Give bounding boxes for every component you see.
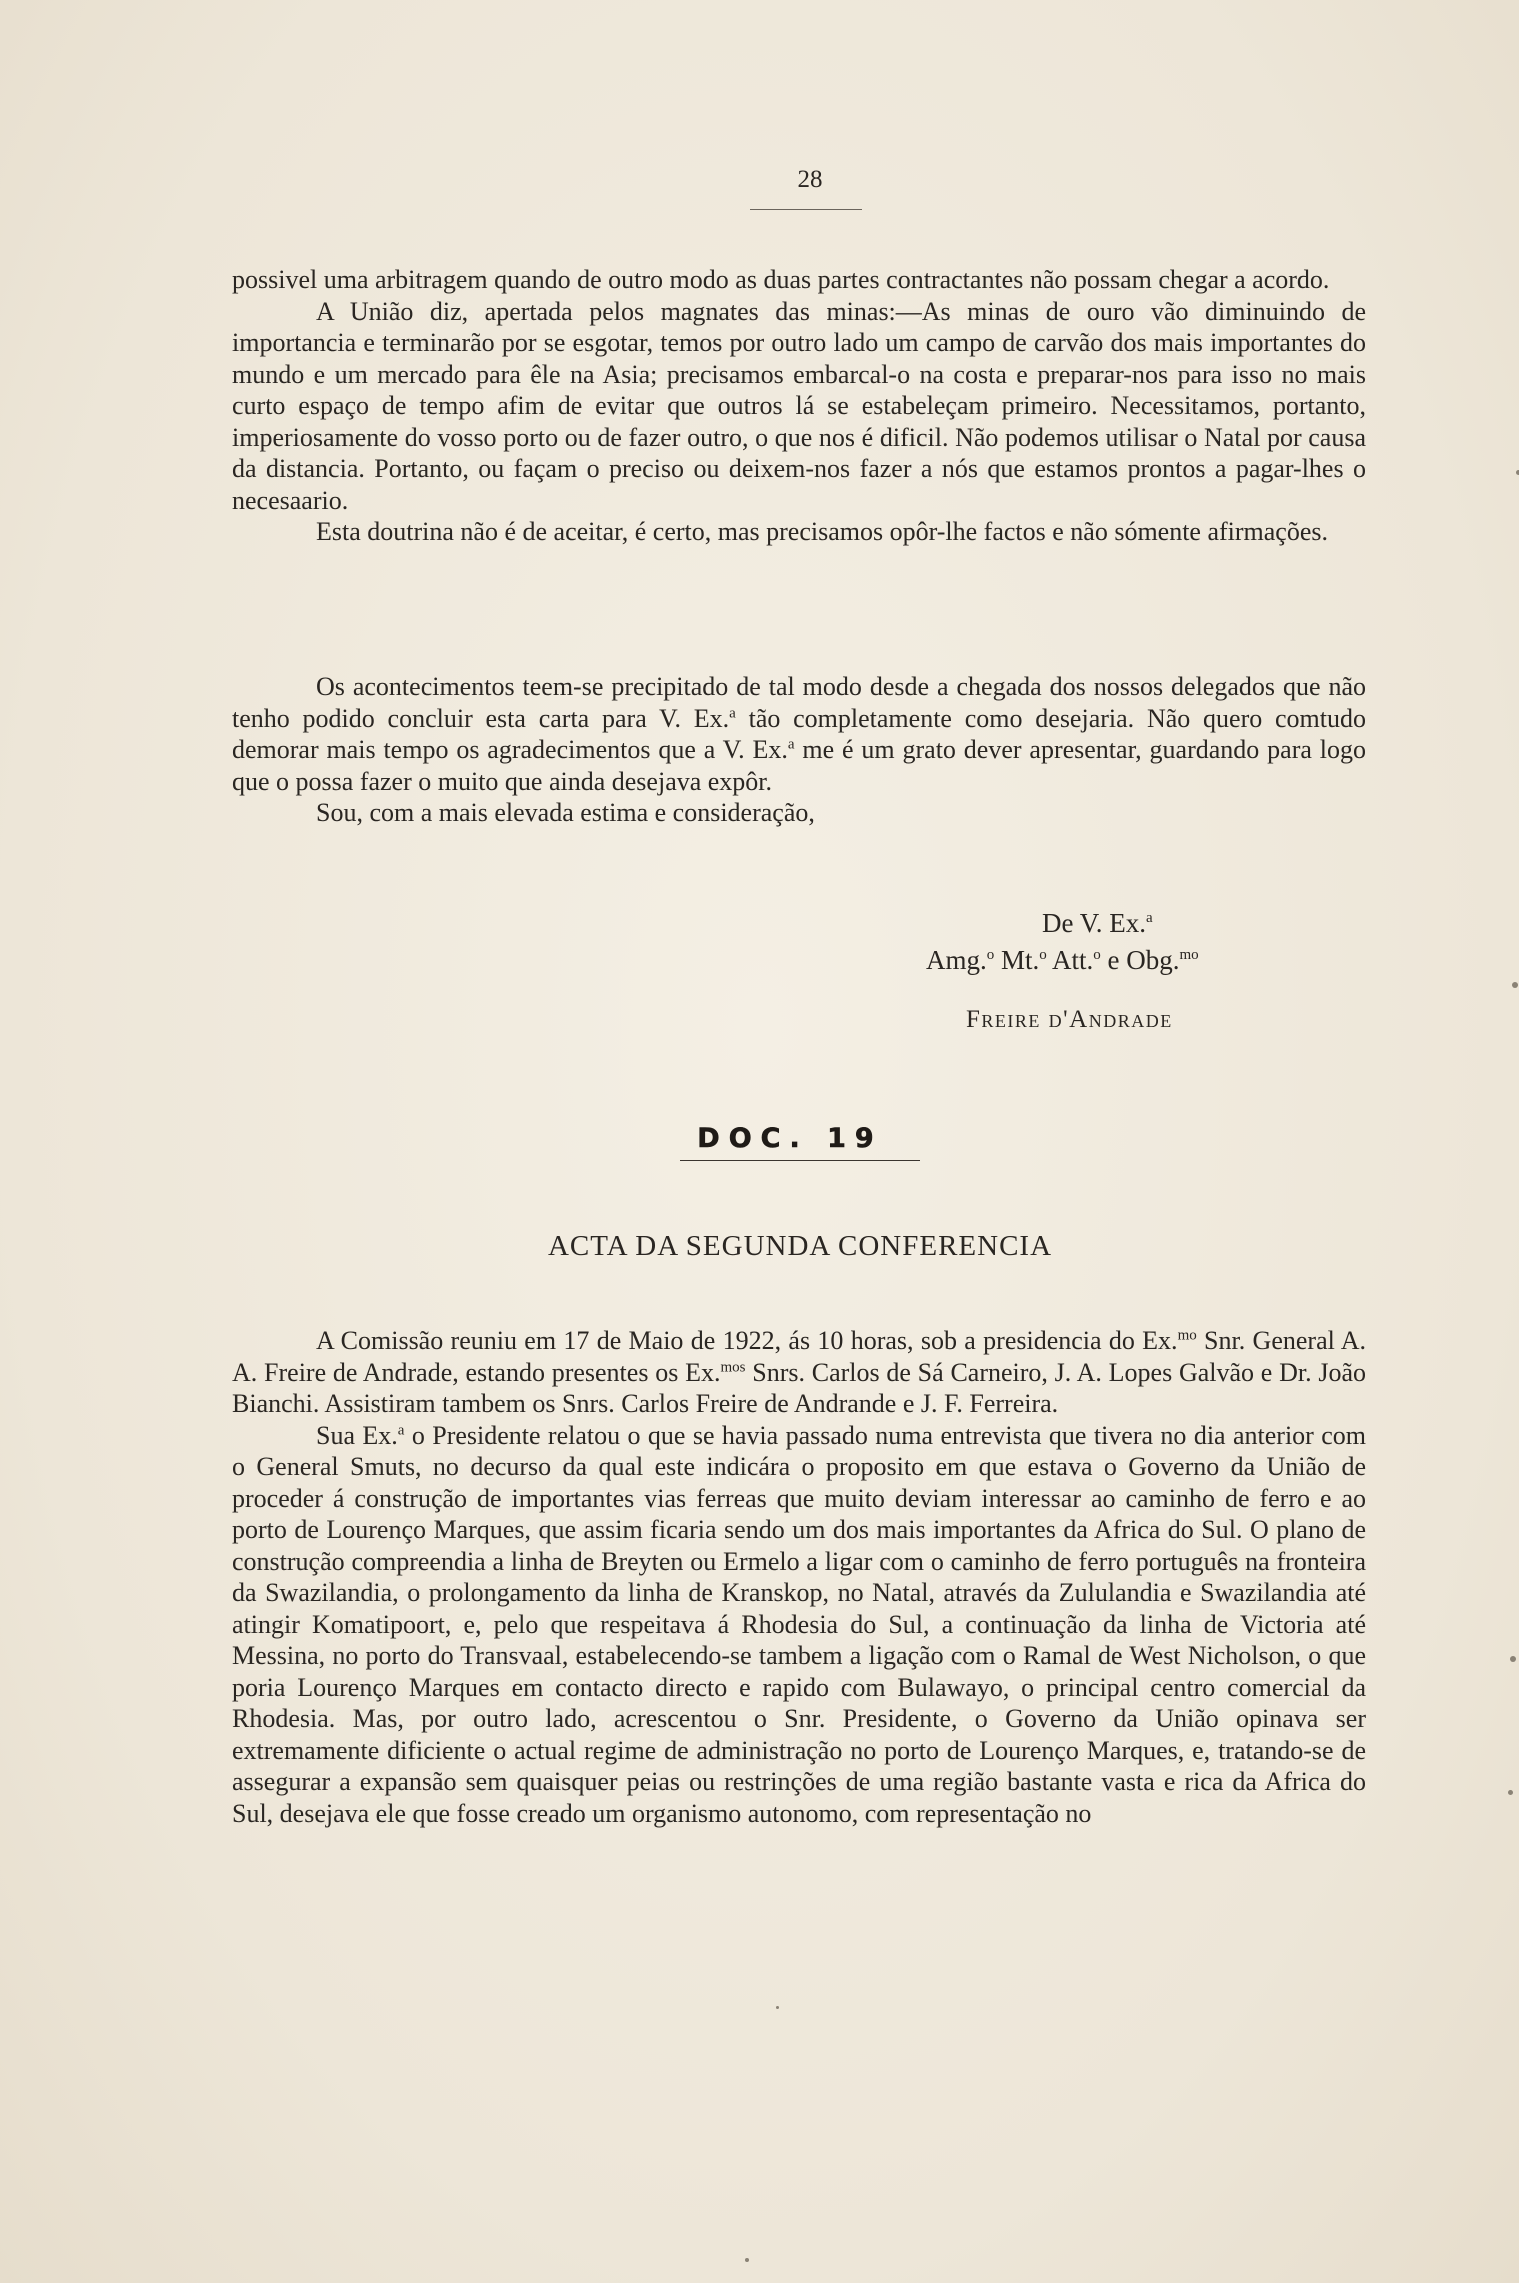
signature-line-1 [1042,908,1153,939]
letter-paragraph-2: A União diz, apertada pelos magnates das minas:—As minas de ouro vão diminuindo de importancia e terminarão por se esgotar, temos por outro lado um campo de carvão dos mais importantes do mundo e um mercado para êle na Asia; precisamos embarcal-o na costa e preparar-nos para isso no mais curto espaço de tempo afim de evitar que outros lá se estabeleçam primeiro. Necessitamos, portanto, imperiosamente do vosso porto ou de fazer outro, o que nos é dificil. Não podemos utilisar o Natal por causa da distancia. Portanto, ou façam o preciso ou deixem-nos fazer a nós que estamos prontos a pagar-lhes o necesaario. [232,296,1366,515]
closing-text-c: me é um grato dever apresentar, guardando para logo que o possa fazer o muito que ainda desejava expôr. [232,735,1366,796]
closing-text-b: tão completamente como desejaria. Não quero comtudo demorar mais tempo os agradecimentos que a V. Ex. [232,703,1367,764]
signer-name: Freire d'Andrade [966,1006,1173,1033]
minutes-body [232,1325,1366,1829]
paper-speck [1508,1790,1513,1795]
page-number: 28 [797,166,823,193]
paper-speck [1510,1656,1516,1662]
signature-amg-sup: o [986,947,995,963]
signature-att: Att. [1046,945,1094,975]
section-title: ACTA DA SEGUNDA CONFERENCIA [547,1230,1053,1262]
minutes-p2-sup-1: a [397,1421,405,1438]
closing-text-a: Os acontecimentos teem-se precipitado de tal modo desde a chegada dos nossos delegados que não tenho podido concluir esta carta para V. Ex. [232,672,1366,733]
page-number-rule [750,209,862,210]
minutes-p1-text-a: A Comissão reuniu em 17 de Maio de 1922, ás 10 horas, sob a presidencia do Ex. [316,1326,1178,1355]
paper-speck [745,2258,749,2262]
signature-amg: Amg. [926,945,987,975]
closing-sup-1: a [729,704,736,721]
paper-speck [1512,982,1518,988]
minutes-paragraph-1 [232,1325,1366,1420]
minutes-p1-text-c: Snrs. Carlos de Sá Carneiro, J. A. Lopes Galvão e Dr. João Bianchi. Assistiram tambem os Snrs. Carlos Freire de Andrande e J. F. Ferreira. [232,1357,1367,1418]
minutes-p1-text-b: Snr. General A. A. Freire de Andrade, estando presentes os Ex. [232,1326,1366,1387]
doc-heading: DOC. 19 [697,1123,883,1154]
closing-salutation: Sou, com a mais elevada estima e consideração, [316,798,815,827]
letter-body [232,264,1366,548]
minutes-p2-text-b: o Presidente relatou o que se havia passado numa entrevista que tivera no dia anterior com o General Smuts, no decurso da qual este indicára o proposito em que estava o Governo da União de proceder á construção de importantes vias ferreas que muito deviam interessar ao caminho de ferro e ao porto de Lourenço Marques, que assim ficaria sendo um dos mais importantes da Africa do Sul. O plano de construção compreendia a linha de Breyten ou Ermelo a ligar com o caminho de ferro português na fronteira da Swazilandia, o prolongamento da linha de Kranskop, no Natal, através da Zululandia e Swazilandia até atingir Komatipoort, e, pelo que respeitava á Rhodesia do Sul, a continuação da linha de Victoria até Messina, no porto do Transvaal, estabelecendo-se tambem a ligação com o Ramal de West Nicholson, o que poria Lourenço Marques em contacto directo e rapido com Bulawayo, o principal centro comercial da Rhodesia. Mas, por outro lado, acrescentou o Snr. Presidente, o Governo da União opinava ser extremamente dificiente o actual regime de administração no porto de Lourenço Marques, e, tratando-se de assegurar a expansão sem quaisquer peias ou restrinções de uma região bastante vasta e rica da Africa do Sul, desejava ele que fosse creado um organismo autonomo, com representação no [232,1420,1366,1828]
paper-speck [776,2006,779,2009]
minutes-paragraph-2 [232,1420,1366,1830]
minutes-p1-sup-1: mo [1177,1327,1197,1344]
signature-line-2 [926,945,1199,976]
signature-de-text: De V. Ex. [1042,908,1147,938]
signature-obg: e Obg. [1100,945,1180,975]
signature-mt-sup: o [1039,947,1047,963]
letter-paragraph-1: possivel uma arbitragem quando de outro modo as duas partes contractantes não possam chegar a acordo. [232,265,1330,294]
letter-closing [232,671,1366,829]
signature-att-sup: o [1093,947,1101,963]
signature-obg-sup: mo [1179,947,1199,963]
signature-de-sup: a [1146,910,1153,926]
minutes-p1-sup-2: mos [720,1358,746,1375]
signature-mt: Mt. [994,945,1040,975]
minutes-p2-text-a: Sua Ex. [316,1420,398,1450]
closing-sup-2: a [787,736,795,753]
doc-heading-underline [680,1160,920,1161]
letter-paragraph-3: Esta doutrina não é de aceitar, é certo, mas precisamos opôr-lhe factos e não sómente afirmações. [316,517,1329,546]
closing-paragraph [232,671,1366,797]
